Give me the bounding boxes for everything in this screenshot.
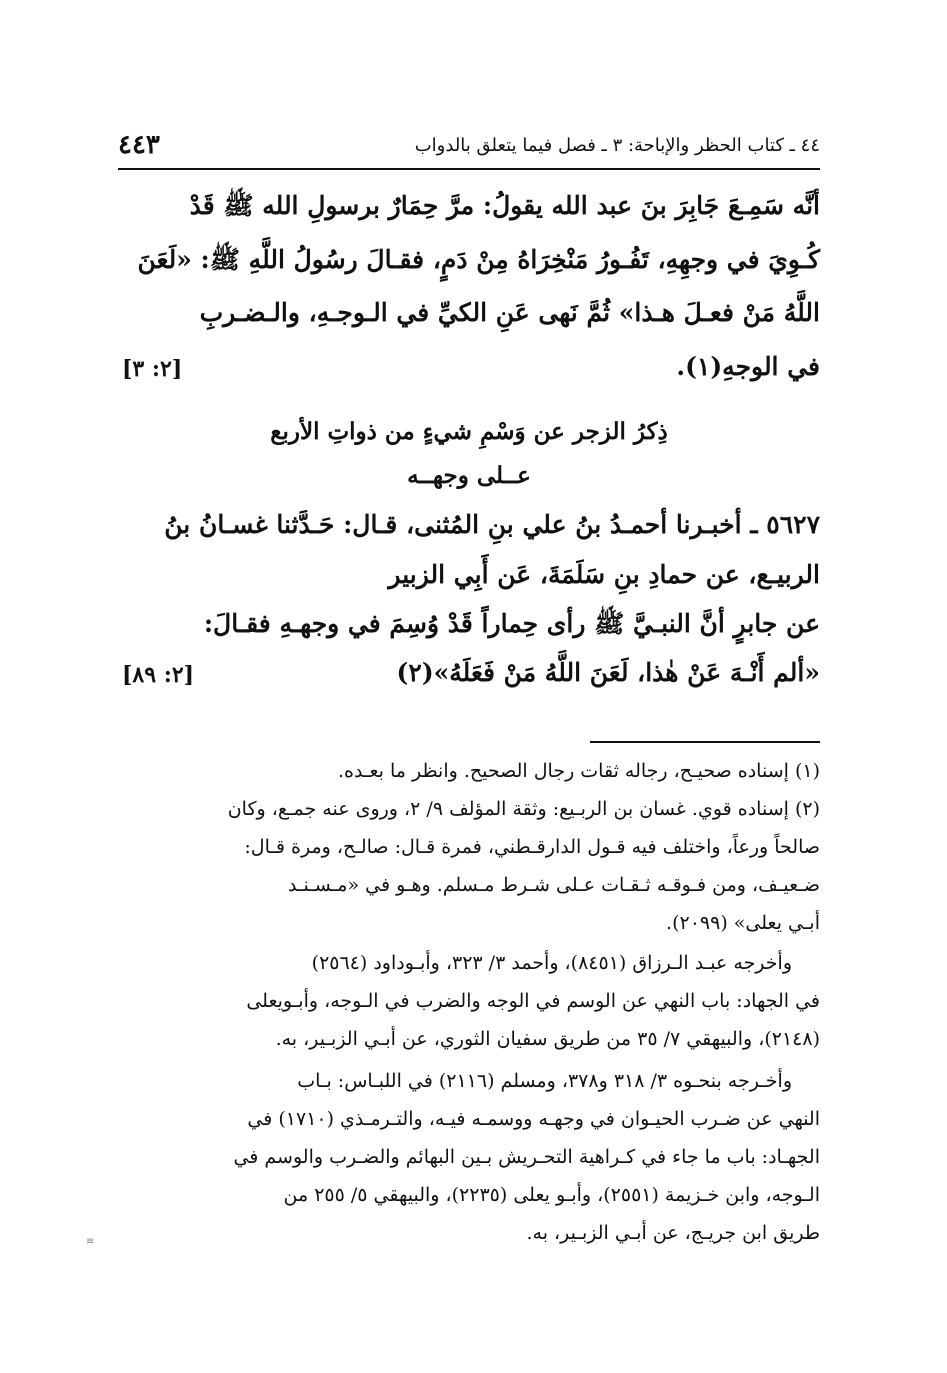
footnote-line: النهي عن ضـرب الحيـوان في وجهـه ووسمـه فيـه، والتـرمـذي (١٧١٠) في (247, 1108, 820, 1130)
hadith2-reference: [٢: ٨٩] (122, 662, 195, 688)
footnote-1 (338, 760, 820, 782)
page-number: ٤٤٣ (118, 130, 160, 160)
footnote-marker: (٢) (794, 798, 820, 820)
section-heading-line2: عــلى وجهــه (407, 462, 531, 489)
hadith1-line: كُـوِيَ في وجهِهِ، تَفُـورُ مَنْخِرَاهُ مِنْ دَمٍ، فقـالَ رسُولُ اللَّهِ ﷺ: «لَعَنَ (137, 245, 820, 274)
footnote-text: إسناده قوي. غسان بن الربـيع: وثقة المؤلف ٩/ ٢، وروى عنه جمـع، وكان (227, 798, 789, 820)
footnote-line: وأخرجه عبـد الـرزاق (٨٤٥١)، وأحمد ٣/ ٣٢٣، وأبـوداود (٢٥٦٤) (311, 952, 792, 974)
footnote-line: وأخـرجه بنحـوه ٣/ ٣١٨ و٣٧٨، ومسلم (٢١١٦) في اللبـاس: بـاب (297, 1070, 792, 1092)
footnote-line: الجهـاد: باب ما جاء في كـراهية التحـريش بـين البهائم والضـرب والوسم في (233, 1146, 820, 1168)
hadith2-text-line: عن جابرٍ أنَّ النبـيَّ ﷺ رأى حِماراً قَدْ وُسِمَ في وجهـهِ فقـالَ: (203, 609, 820, 638)
footnote-separator (590, 741, 820, 743)
footnote-line: صالحاً ورعاً، واختلف فيه قـول الدارقـطني، فمرة قـال: صالـح، ومرة قـال: (244, 836, 820, 858)
footnote-marker: (١) (794, 760, 820, 782)
page-header (118, 128, 820, 170)
hadith1-line: في الوجهِ(١). (676, 352, 820, 381)
footnote-line: الـوجه، وابن خـزيمة (٢٥٥١)، وأبـو يعلى (٢٢٣٥)، والبيهقي ٥/ ٢٥٥ من (283, 1184, 820, 1206)
footnote-line: ضـعيـف، ومن فـوقـه ثـقـات عـلى شـرط مـسلم. وهـو في «مـسـنـد (287, 874, 820, 896)
footnote-text: إسناده صحيـح، رجاله ثقات رجال الصحيح. وانظر ما بعـده. (337, 760, 789, 782)
footnote-line: طريق ابن جريـج، عن أبـي الزبـير، به. (526, 1222, 820, 1244)
footnote-2 (228, 798, 820, 820)
running-title: ٤٤ ـ كتاب الحظر والإباحة: ٣ ـ فصل فيما يتعلق بالدواب (414, 135, 820, 156)
footnote-line: في الجهاد: باب النهي عن الوسم في الوجه والضرب في الـوجه، وأبـويعلى (246, 990, 820, 1012)
hadith1-reference: [٢: ٣] (122, 356, 183, 382)
hadith2-text-line: «ألم أَنْـهَ عَنْ هٰذا، لَعَنَ اللَّهُ مَنْ فَعَلَهُ»(٢) (396, 658, 820, 687)
hadith1-line: أنَّه سَمِـعَ جَابِرَ بنَ عبد الله يقولُ: مرَّ حِمَارٌ برسولِ الله ﷺ قَدْ (189, 191, 820, 220)
footnote-line: أبـي يعلى» (٢٠٩٩). (666, 912, 820, 934)
margin-speck: ≡ (86, 1236, 95, 1247)
hadith1-line: اللَّهُ مَنْ فعـلَ هـذا» ثُمَّ نَهى عَنِ الكيِّ في الـوجـهِ، والـضـربِ (199, 298, 820, 327)
section-heading: ذِكرُ الزجر عن وَسْمِ شيءٍ من ذواتِ الأربع (270, 418, 668, 445)
footnote-line: (٢١٤٨)، والبيهقي ٧/ ٣٥ من طريق سفيان الثوري، عن أبـي الزبـير، به. (275, 1028, 820, 1050)
hadith2-chain-line: ٥٦٢٧ ـ أخبـرنا أحمـدُ بنُ علي بنِ المُثنى، قـال: حَـدَّثنا غسـانُ بنُ (164, 510, 820, 539)
hadith2-chain-line: الربيـع، عن حمادِ بنِ سَلَمَةَ، عَن أَبِي الزبير (388, 560, 820, 589)
